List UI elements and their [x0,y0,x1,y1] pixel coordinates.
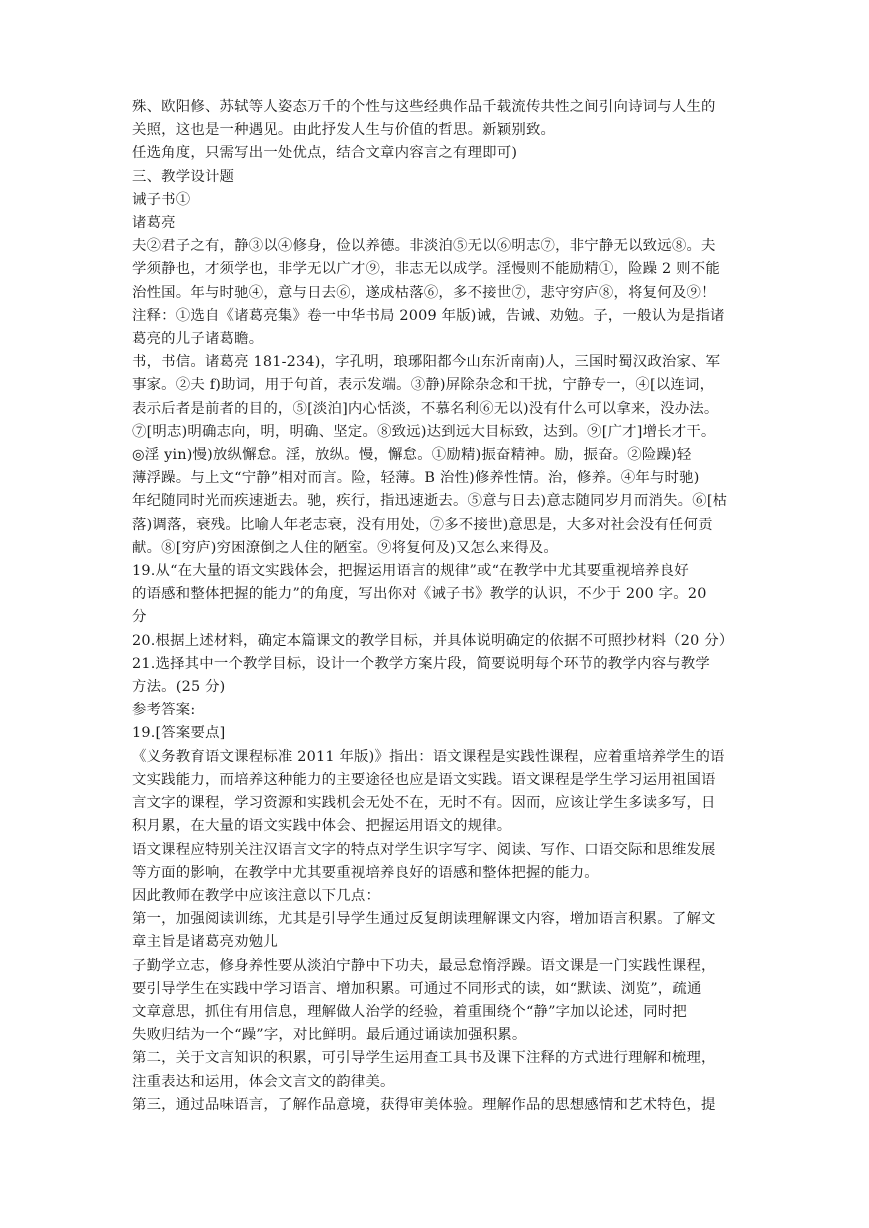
text-line: 薄浮躁。与上文“宁静”相对而言。险，轻薄。B 治性)修养性情。治，修养。④年与时驰) [132,470,700,487]
text-line: 学须静也，才须学也，非学无以广才⑨，非志无以成学。淫慢则不能励精①，险躁 2 则不能 [132,261,720,278]
text-line: ◎淫 yin)慢)放纵懈怠。淫，放纵。慢，懈怠。①励精)振奋精神。励，振奋。②险躁)轻 [132,447,692,464]
text-line: 献。⑧[穷庐)穷困潦倒之人住的陋室。⑨将复何及)又怎么来得及。 [132,539,558,556]
text-line: 等方面的影响，在教学中尤其要重视培养良好的语感和整体把握的能力。 [132,864,599,881]
text-line: 《义务教育语文课程标准 2011 年版)》指出：语文课程是实践性课程，应着重培养学生的语 [132,748,725,765]
text-line: 文实践能力，而培养这种能力的主要途径也应是语文实践。语文课程是学生学习运用祖国语 [132,771,716,788]
text-line: 注释：①选自《诸葛亮集》卷一中华书局 2009 年版)诫，告诫、劝勉。子，一般认为是指诸 [132,307,725,324]
text-line: 殊、欧阳修、苏轼等人姿态万千的个性与这些经典作品千载流传共性之间引向诗词与人生的 [132,99,716,115]
text-line: 第一，加强阅读训练，尤其是引导学生通过反复朗读理解课文内容，增加语言积累。了解文 [132,911,716,928]
text-line: ⑦[明志)明确志向，明，明确、坚定。⑧致远)达到远大目标致，达到。⑨[广才]增长才干。 [132,423,716,440]
text-line: 葛亮的儿子诸葛瞻。 [132,331,264,348]
question-19: 19.从“在大量的语文实践体会，把握运用语言的规律”或“在教学中尤其要重视培养良好 [132,563,689,580]
answer-19-heading: 19.[答案要点] [132,725,226,742]
text-line: 的语感和整体把握的能力”的角度，写出你对《诫子书》教学的认识，不少于 200 字。20 [132,586,707,603]
text-line: 要引导学生在实践中学习语言、增加积累。可通过不同形式的读，如“默读、浏览”，疏通 [132,980,702,997]
text-line: 治性国。年与时驰④，意与日去⑥，遂成枯落⑥，多不接世⑦，悲守穷庐⑧，将复何及⑨！ [132,284,716,301]
document-page [132,96,738,1117]
text-line: 事家。②夫 f)助词，用于句首，表示发端。③静)屏除杂念和干扰，宁静专一，④[以连词， [132,377,715,394]
question-21: 21.选择其中一个教学目标，设计一个教学方案片段，简要说明每个环节的教学内容与教学 [132,655,710,672]
poem-author: 诸葛亮 [132,215,176,232]
poem-title: 诫子书① [132,191,191,208]
text-line: 夫②君子之有，静③以④修身，俭以养德。非淡泊⑤无以⑥明志⑦，非宁静无以致远⑧。夫 [132,238,716,255]
text-line: 积月累，在大量的语文实践中体会、把握运用语文的规律。 [132,818,512,835]
text-line: 分 [132,609,147,626]
text-line: 表示后者是前者的目的，⑤[淡泊]内心恬淡，不慕名利⑥无以)没有什么可以拿来，没办法。 [132,400,719,417]
text-line: 年纪随同时光而疾速逝去。驰，疾行，指迅速逝去。⑤意与日去)意志随同岁月而消失。⑥[枯 [132,493,728,510]
text-line: 子勤学立志，修身养性要从淡泊宁静中下功夫，最忌怠惰浮躁。语文课是一门实践性课程， [132,957,716,974]
question-20: 20.根据上述材料，确定本篇课文的教学目标，并具体说明确定的依据不可照抄材料（20 分） [132,632,734,649]
text-line: 言文字的课程，学习资源和实践机会无处不在，无时不有。因而，应该让学生多读多写，日 [132,795,716,812]
text-line: 关照，这也是一种遇见。由此抒发人生与价值的哲思。新颖别致。 [132,122,556,139]
text-line: 注重表达和运用，体会文言文的韵律美。 [132,1073,395,1090]
text-line: 书，书信。诸葛亮 181-234)，字孔明，琅琊阳都今山东沂南南)人，三国时蜀汉政治家、军 [132,354,721,371]
text-line: 语文课程应特别关注汉语言文字的特点对学生识字写字、阅读、写作、口语交际和思维发展 [132,841,716,858]
text-line: 第二，关于文言知识的积累，可引导学生运用查工具书及课下注释的方式进行理解和梳理， [132,1050,716,1067]
text-line: 第三，通过品味语言，了解作品意境，获得审美体验。理解作品的思想感情和艺术特色，提 [132,1096,716,1113]
text-line: 因此教师在教学中应该注意以下几点： [132,887,381,904]
text-line: 方法。(25 分) [132,679,226,696]
text-line: 章主旨是诸葛亮劝勉儿 [132,934,278,951]
answers-heading: 参考答案: [132,702,196,719]
section-heading: 三、教学设计题 [132,168,235,185]
text-line: 落)调落，衰残。比喻人年老志衰，没有用处，⑦多不接世)意思是，大多对社会没有任何贡 [132,516,713,533]
text-line: 文章意思，抓住有用信息，理解做人治学的经验，着重围绕个“静”字加以论述，同时把 [132,1003,687,1020]
text-line: 失败归结为一个“躁”字，对比鲜明。最后通过诵读加强积累。 [132,1027,527,1044]
text-line: 任选角度，只需写出一处优点，结合文章内容言之有理即可) [132,145,518,162]
